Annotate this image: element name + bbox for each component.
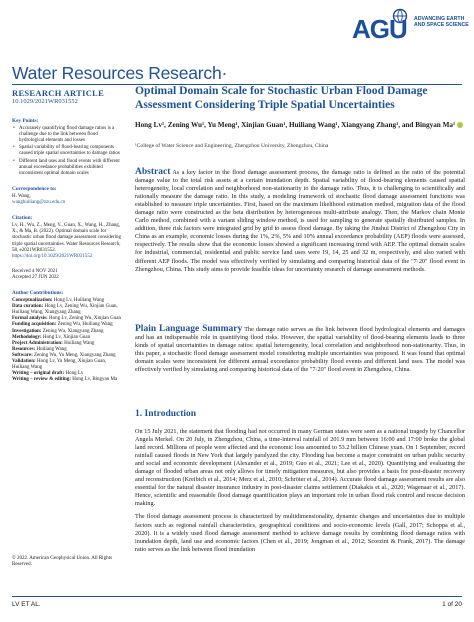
correspondence-email[interactable]: wanghuiliang@zzu.edu.cn <box>12 200 66 206</box>
sidebar <box>12 118 124 392</box>
citation <box>12 215 124 260</box>
contribution-item: Resources: Huiliang Wang <box>12 346 67 352</box>
section-heading-introduction: 1. Introduction <box>135 409 197 419</box>
pls-text: The damage ratio serves as the link between flood hydrological elements and damages and has an indispensable role in quantifying flood risks. However, the spatial variability of flood-bearing elements leads to three kinds of spatial uncertainties in damage ratios: spatial heterogeneity, local correlation and neighborhood non-stationarity. Thus, in this paper, a stochastic flood damage assessment model considering multiple uncertainties was proposed. It was found that optimal domain scales were inconsistent for different annual exceedance probability flood events and different land uses. The model was effectively verified by simulating and comparing historical data of the "7·20" flood event in Zhengzhou, China. <box>135 326 465 374</box>
agu-logo[interactable] <box>352 6 469 50</box>
key-points-heading: Key Points: <box>12 118 39 124</box>
article-doi[interactable]: 10.1029/2021WR031552 <box>12 98 78 105</box>
copyright: © 2022. American Geophysical Union. All Rights Reserved. <box>12 556 112 568</box>
agu-wordmark: AGU <box>352 14 407 44</box>
contribution-item: Investigation: Zening Wu, Xiangyang Zhang <box>12 328 104 334</box>
article-type: RESEARCH ARTICLE <box>12 88 105 98</box>
pls-heading: Plain Language Summary <box>135 324 243 334</box>
contribution-item: Data curation: Hong Lv, Zening Wu, Xinjian Guan, Huiliang Wang, Xiangyang Zhang <box>12 304 118 316</box>
abstract <box>135 168 465 274</box>
citation-heading: Citation: <box>12 215 33 222</box>
agu-tagline: ADVANCING EARTH AND SPACE SCIENCE <box>414 16 469 29</box>
introduction-body <box>135 428 465 559</box>
running-author: LV ET AL. <box>12 601 41 608</box>
contribution-item: Methodology: Hong Lv, Xinjian Guan <box>12 334 91 340</box>
citation-text: Lv, H., Wu, Z., Meng, Y., Guan, X., Wang, H., Zhang, X., & Ma, B. (2022). Optimal domain scale for stochastic urban flood damage assessment considering triple spatial uncertainties. Water Resources Research, 58, e2021WR031552. <box>12 223 121 253</box>
key-points <box>12 118 124 177</box>
intro-paragraph: On 15 July 2021, the statement that flooding had not occurred in many German states were seen as a national tragedy by Chancellor Angela Merkel. On 20 July, in Zhengzhou, China, a time-interval rainfall of 201.9 mm between 16:00 and 17:00 broke the global land record. Millions of people were affected and the economic loss amounted to 53.2 billion Chinese yuan. On 1 September, record rainfall caused floods in New York that largely paralyzed the city. Flooding has become a major constraint on urban public security and social and economic development (Alexander et al., 2019; Guo et al., 2021; Lee et al., 2020). Quantifying and evaluating the damage of flooded urban areas not only allows for timely mitigation measures, but also provides a basis for post-disaster recovery and reconstruction (Kreibich et al., 2014; Merz et al., 2010; Schröter et al., 2014). Accurate flood damage assessment results are also essential for the natural disaster insurance industry in post-disaster claims settlement (Diakakis et al., 2020; Wagenaar et al., 2017). Hence, scientific and reasonable flood damage quantification plays an important role in urban flood risk control and rescue decision making. <box>135 428 465 508</box>
footer-rule <box>12 596 462 597</box>
affiliation: ¹College of Water Science and Engineering, Zhengzhou University, Zhengzhou, China <box>135 143 329 149</box>
abstract-heading: Abstract <box>135 167 171 177</box>
correspondence-heading: Correspondence to: <box>12 185 57 192</box>
received-date: Received 4 NOV 2021 <box>12 268 58 274</box>
plain-language-summary <box>135 325 465 374</box>
contribution-item: Validation: Hong Lv, Yu Meng, Xinjian Guan, Huiliang Wang <box>12 359 107 371</box>
contribution-item: Project Administration: Huiliang Wang <box>12 340 95 346</box>
contribution-item: Writing – original draft: Hong Lv <box>12 371 84 377</box>
contribution-item: Writing – review & editing: Hong Lv, Bingyan Ma <box>12 377 118 383</box>
author-contributions <box>12 290 124 383</box>
citation-link[interactable]: https://doi.org/10.1029/2021WR031552 <box>12 253 93 259</box>
contribution-item: Funding acquisition: Zening Wu, Huiliang Wang <box>12 322 113 328</box>
contribution-item: Software: Zening Wu, Yu Meng, Xiangyang Zhang <box>12 352 116 358</box>
contribution-item: Formal analysis: Hong Lv, Zening Wu, Xinjian Guan <box>12 316 121 322</box>
author-names: Hong Lv¹, Zening Wu¹, Yu Meng¹, Xinjian Guan¹, Huiliang Wang¹, Xiangyang Zhang¹, and Bingyan Ma¹ <box>135 121 456 129</box>
key-point: • Different land uses and flood events with different annual exceedance probabilities exhibited inconsistent optimal domain scales <box>12 159 124 177</box>
journal-title[interactable]: Water Resources Research· <box>12 63 228 83</box>
orcid-icon[interactable] <box>457 122 463 128</box>
article-title: Optimal Domain Scale for Stochastic Urban Flood Damage Assessment Considering Triple Spatial Uncertainties <box>135 84 428 111</box>
contribution-item: Conceptualization: Hong Lv, Huiliang Wang <box>12 298 105 304</box>
correspondence <box>12 186 124 206</box>
page-number: 1 of 20 <box>442 601 462 608</box>
key-point: • Accurately quantifying flood damage ratios is a challenge due to the link between flood hydrological elements and losses <box>12 126 124 144</box>
intro-paragraph: The flood damage assessment process is characterized by multidimensionality, dynamic changes and uncertainties due to multiple factors such as regional rainfall characteristics, geographical conditions and socio-economic levels (Gall, 2017; Schoppa et al., 2020). It is a widely used flood damage assessment method to achieve damage results by combining flood damage ratios with inundation depth, land use and economic factors (Chen et al., 2019; Jongman et al., 2012; Scorzini & Frank, 2017). The damage ratio serves as the link between flood inundation <box>135 513 465 553</box>
correspondence-name: H. Wang, <box>12 193 31 199</box>
abstract-text: As a key factor in the flood damage assessment process, the damage ratio is defined as the ratio of the potential damage value to the total risk assets at a certain inundation depth. Spatial variability of flood-bearing elements caused spatial heterogeneity, local correlation and neighborhood non-stationarity to the damage ratio. Thus, it is challenging to scientifically and rationally measure the damage ratio. In this study, a modeling framework of stochastic flood damage assessment functions was established to measure triple uncertainties. First, based on the maximum likelihood estimation method, migration data of the flood damage ratio were constructed as the beta distribution by heterogeneous multi-attribute analogy. Then, the Markov chain Monte Carlo method, combined with a variant sliding window method, is used for sampling to generate spatially distributed samples. In addition, three risk factors were integrated grid by grid to assess flood damage. By taking the Jinshui District of Zhengzhou City in China as an example, economic losses during the 1%, 2%, 5% and 10% annual exceedance probability (AEP) floods were assessed, respectively. The results show that the economic losses showed a significant increasing trend with AEP. The optimal domain scales for industrial, commercial, residential and public service land uses were 19, 14, 25 and 32 m, respectively, and also varied with different AEP floods. The model was effectively verified by simulating and comparing historical data of the "7·20" flood event in Zhengzhou, China. This study aims to provide feasible ideas for uncertainty research of damage assessment methods. <box>135 169 465 273</box>
key-point: • Spatial variability of flood-bearing components caused triple spatial uncertainties to damage ratios <box>12 145 124 157</box>
dates <box>12 269 124 281</box>
accepted-date: Accepted 27 JUN 2022 <box>12 274 59 280</box>
contributions-heading: Author Contributions: <box>12 289 64 296</box>
author-list <box>135 121 465 130</box>
